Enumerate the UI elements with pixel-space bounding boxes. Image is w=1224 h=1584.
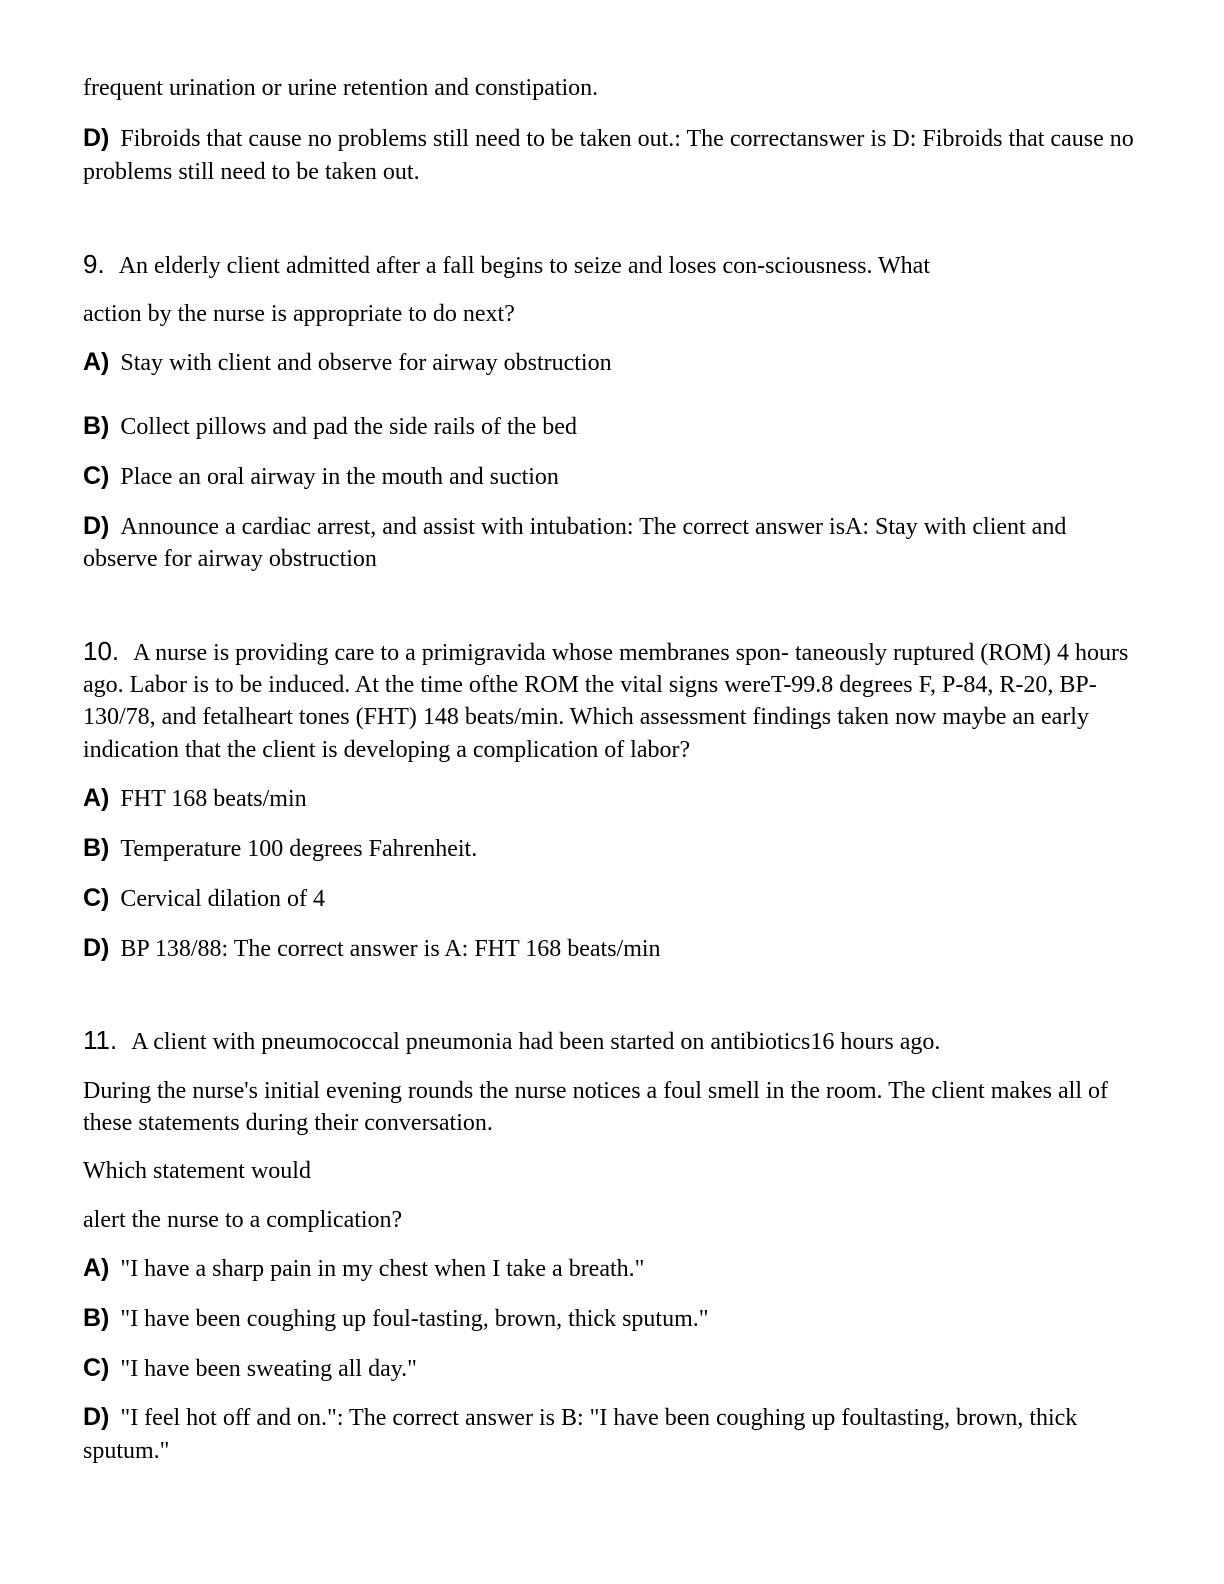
option-text: Fibroids that cause no problems still need to be taken out.: The correctanswer is D: Fibroids that cause no problems still need to be taken out. [83, 126, 1134, 186]
question-paragraph: alert the nurse to a complication? [83, 1206, 403, 1233]
answer-option-b [83, 832, 1142, 866]
option-letter: A) [83, 348, 110, 377]
option-text: Announce a cardiac arrest, and assist with intubation: The correct answer isA: Stay with client and observe for airway obstruction [83, 513, 1067, 573]
option-letter: D) [83, 933, 110, 962]
answer-option-c [83, 1352, 1142, 1386]
option-letter: D) [83, 1403, 110, 1432]
carryover-text: frequent urination or urine retention and constipation. [83, 75, 599, 101]
question-11 [83, 1023, 1142, 1467]
option-letter: A) [83, 1254, 110, 1283]
option-text: "I have a sharp pain in my chest when I take a breath." [120, 1256, 645, 1283]
answer-option-d [83, 1401, 1142, 1467]
question-stem-continued: action by the nurse is appropriate to do next? [83, 300, 515, 327]
option-letter: A) [83, 784, 110, 813]
question-stem-text: A nurse is providing care to a primigravida whose membranes spon- taneously ruptured (ROM) 4 hours ago. Labor is to be induced. At the time ofthe ROM the vital signs wereT-99.8 degrees F, P-84, R-20, BP-130/78, and fetalheart tones (FHT) 148 beats/min. Which assessment findings taken now maybe an early indication that the client is developing a complication of labor? [83, 639, 1129, 763]
option-text: "I have been sweating all day." [120, 1355, 417, 1382]
answer-option-a [83, 1252, 1142, 1286]
option-text: Cervical dilation of 4 [120, 885, 325, 912]
option-letter: C) [83, 1353, 110, 1382]
option-text: Collect pillows and pad the side rails of the bed [120, 414, 577, 441]
option-letter: B) [83, 1303, 110, 1332]
question-stem [83, 634, 1142, 767]
answer-option-prev-d [83, 122, 1142, 188]
option-text: FHT 168 beats/min [120, 786, 307, 813]
option-text: Stay with client and observe for airway obstruction [120, 350, 612, 377]
question-10 [83, 634, 1142, 966]
option-text: "I have been coughing up foul-tasting, brown, thick sputum." [120, 1305, 709, 1332]
option-letter: D) [83, 511, 110, 540]
answer-option-a [83, 782, 1142, 816]
option-text: "I feel hot off and on.": The correct answer is B: "I have been coughing up foultasting, brown, thick sputum." [83, 1405, 1078, 1465]
question-stem [83, 247, 1142, 282]
option-text: Place an oral airway in the mouth and suction [120, 463, 559, 490]
question-stem-text: An elderly client admitted after a fall begins to seize and loses con-sciousness. What [118, 252, 930, 279]
option-letter: C) [83, 461, 110, 490]
option-letter: B) [83, 412, 110, 441]
question-stem [83, 1023, 1142, 1058]
answer-option-a [83, 346, 1142, 380]
question-paragraph: Which statement would [83, 1158, 311, 1185]
answer-option-b [83, 410, 1142, 444]
option-text: Temperature 100 degrees Fahrenheit. [120, 836, 478, 863]
question-stem-text: A client with pneumococcal pneumonia had been started on antibiotics16 hours ago. [131, 1029, 941, 1056]
question-9 [83, 247, 1142, 576]
question-number: 11. [83, 1025, 118, 1056]
answer-option-d [83, 510, 1142, 576]
answer-option-b [83, 1302, 1142, 1336]
question-number: 9. [83, 248, 105, 279]
option-letter: D) [83, 124, 110, 153]
answer-option-c [83, 460, 1142, 494]
option-letter: C) [83, 883, 110, 912]
answer-option-d [83, 932, 1142, 966]
option-letter: B) [83, 834, 110, 863]
question-paragraph: During the nurse's initial evening rounds the nurse notices a foul smell in the room. The client makes all of these statements during their conversation. [83, 1077, 1108, 1137]
answer-option-c [83, 882, 1142, 916]
question-number: 10. [83, 635, 120, 666]
option-text: BP 138/88: The correct answer is A: FHT 168 beats/min [120, 935, 661, 962]
